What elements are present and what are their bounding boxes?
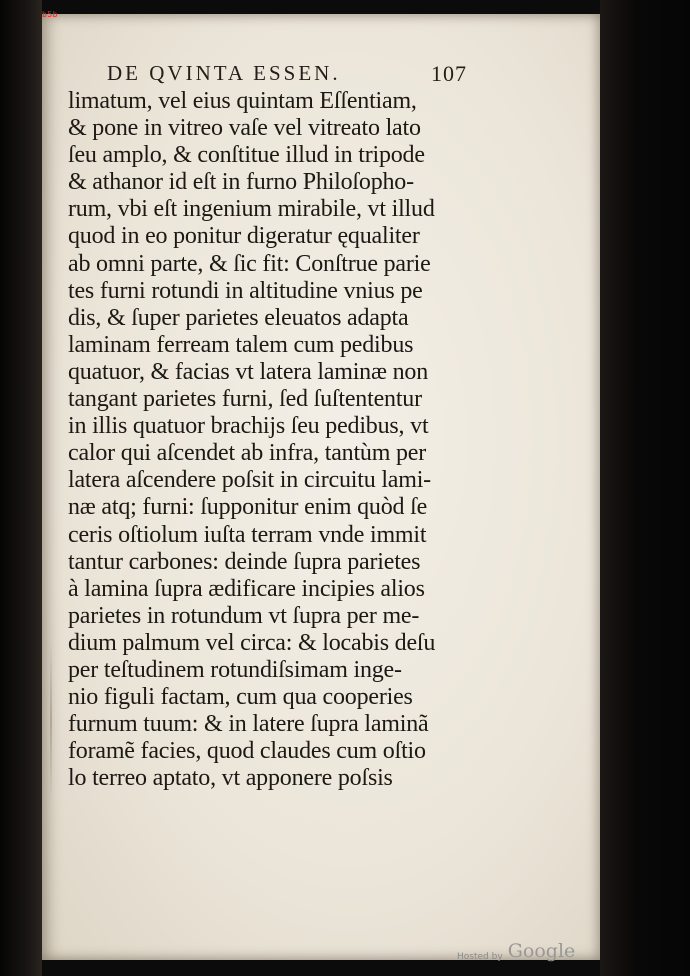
text-line: dium palmum vel circa: & locabis deſu (68, 629, 436, 656)
text-line: parietes in rotundum vt ſupra per me- (68, 602, 420, 629)
text-line: quatuor, & facias vt latera laminæ non (68, 358, 428, 385)
text-line: tantur carbones: deinde ſupra parietes (68, 548, 421, 575)
running-head (107, 61, 467, 87)
page-number: 107 (431, 61, 467, 86)
text-line: calor qui aſcendet ab infra, tantùm per (68, 440, 427, 467)
text-line: à lamina ſupra ædificare incipies alios (68, 575, 425, 602)
text-line: furnum tuum: & in latere ſupra laminã (68, 711, 429, 738)
text-line: dis, & ſuper parietes eleuatos adapta (68, 304, 409, 331)
text-line: ceris oſtiolum iuſta terram vnde immit (68, 521, 427, 548)
text-line: in illis quatuor brachijs ſeu pedibus, vt (68, 413, 429, 440)
corner-mark: b5b (42, 10, 58, 19)
text-line: rum, vbi eſt ingenium mirabile, vt illud (68, 196, 435, 223)
text-line: laminam ferream talem cum pedibus (68, 331, 414, 358)
text-line: tangant parietes furni, ſed ſuſtententur (68, 386, 422, 413)
text-line: næ atq; furni: ſupponitur enim quòd ſe (68, 494, 428, 521)
text-line: & pone in vitreo vaſe vel vitreato lato (68, 115, 421, 142)
text-line: per teſtudinem rotundiſsimam inge- (68, 656, 402, 683)
body-text (68, 88, 473, 792)
text-line: quod in eo ponitur digeratur ęqualiter (68, 223, 420, 250)
running-head-title: DE QVINTA ESSEN. (107, 61, 341, 85)
hosted-by-watermark (457, 940, 575, 966)
text-line: nio figuli factam, cum qua cooperies (68, 684, 413, 711)
text-line: & athanor id eſt in furno Philoſopho- (68, 169, 414, 196)
right-page-edge (600, 0, 690, 976)
text-line: latera aſcendere poſsit in circuitu lami- (68, 467, 431, 494)
text-line: tes furni rotundi in altitudine vnius pe (68, 277, 423, 304)
text-line: ſeu amplo, & conſtitue illud in tripode (68, 142, 425, 169)
text-line: limatum, vel eius quintam Eſſentiam, (68, 88, 417, 114)
google-logo: Google (507, 940, 576, 962)
hosted-by-label: Hosted by (457, 952, 503, 962)
text-line: ab omni parte, & ſic fit: Conſtrue parie (68, 250, 431, 277)
left-binding-shadow (0, 0, 42, 976)
margin-mark (50, 640, 52, 800)
text-line: lo terreo aptato, vt apponere poſsis (68, 765, 393, 792)
text-line: foramẽ facies, quod claudes cum oſtio (68, 738, 426, 765)
